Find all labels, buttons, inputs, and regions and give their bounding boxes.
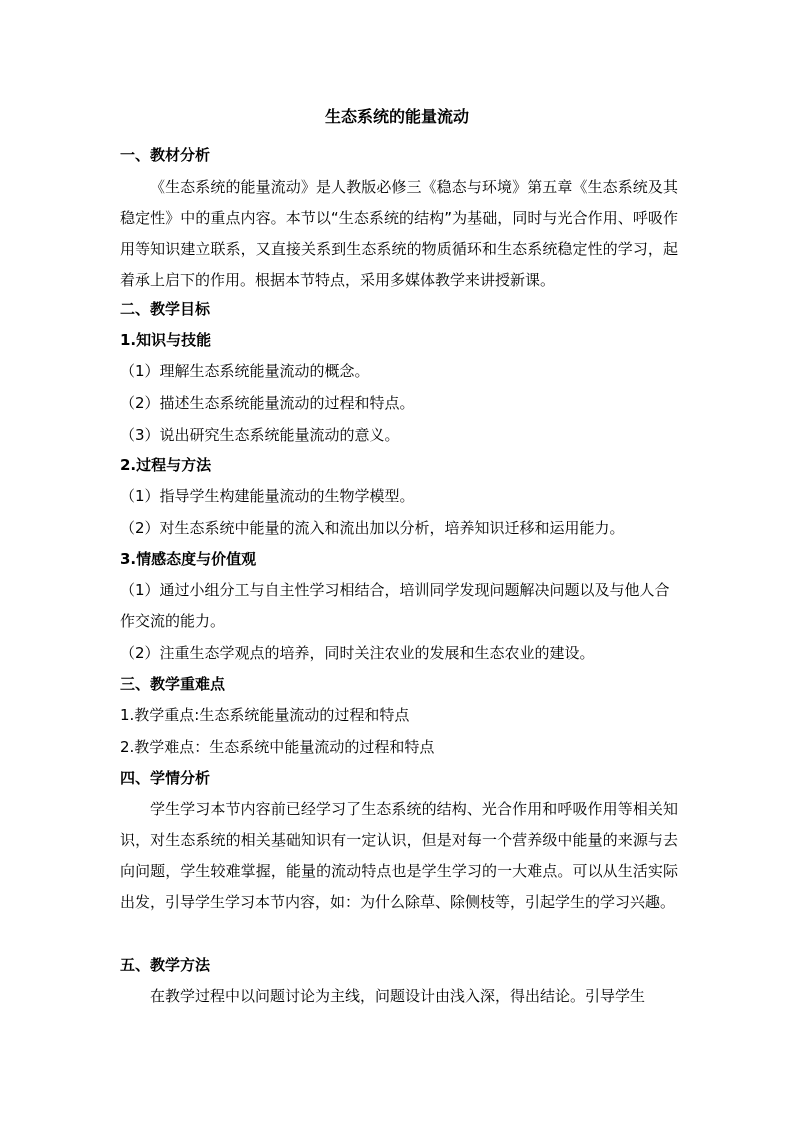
key-point-item: 2.教学难点：生态系统中能量流动的过程和特点	[120, 738, 435, 756]
key-point-item: 1.教学重点:生态系统能量流动的过程和特点	[120, 706, 410, 724]
goal-item: （1）理解生态系统能量流动的概念。	[120, 362, 370, 380]
teaching-methods-paragraph: 在教学过程中以问题讨论为主线，问题设计由浅入深，得出结论。引导学生	[150, 987, 646, 1005]
subheading-emotion-values: 3.情感态度与价值观	[120, 550, 257, 568]
goal-item: （2）描述生态系统能量流动的过程和特点。	[120, 394, 415, 412]
document-title: 生态系统的能量流动	[324, 107, 469, 126]
goal-item: （1）指导学生构建能量流动的生物学模型。	[120, 487, 415, 505]
section-heading-textbook-analysis: 一、教材分析	[120, 146, 211, 164]
section-heading-teaching-goals: 二、教学目标	[120, 300, 211, 318]
section-heading-key-difficult-points: 三、教学重难点	[120, 675, 226, 693]
textbook-analysis-paragraph: 《生态系统的能量流动》是人教版必修三《稳态与环境》第五章《生态系统及其稳定性》中的重点内容。本节以“生态系统的结构”为基础，同时与光合作用、呼吸作用等知识建立联系，又直接关系到生态系统的物质循环和生态系统稳定性的学习，起着承上启下的作用。根据本节特点，采用多媒体教学来讲授新课。	[120, 178, 678, 289]
subheading-process-methods: 2.过程与方法	[120, 456, 212, 474]
goal-item: （2）对生态系统中能量的流入和流出加以分析，培养知识迁移和运用能力。	[120, 519, 625, 537]
section-heading-student-analysis: 四、学情分析	[120, 769, 211, 787]
goal-item: （3）说出研究生态系统能量流动的意义。	[120, 426, 400, 444]
section-heading-teaching-methods: 五、教学方法	[120, 956, 211, 974]
subheading-knowledge-skills: 1.知识与技能	[120, 331, 212, 349]
goal-item: （1）通过小组分工与自主性学习相结合，培训同学发现问题解决问题以及与他人合作交流的能力。	[120, 581, 670, 630]
goal-item: （2）注重生态学观点的培养，同时关注农业的发展和生态农业的建设。	[120, 644, 595, 662]
student-analysis-paragraph: 学生学习本节内容前已经学习了生态系统的结构、光合作用和呼吸作用等相关知识，对生态系统的相关基础知识有一定认识，但是对每一个营养级中能量的来源与去向问题，学生较难掌握，能量的流动特点也是学生学习的一大难点。可以从生活实际出发，引导学生学习本节内容，如：为什么除草、除侧枝等，引起学生的学习兴趣。	[120, 800, 678, 911]
